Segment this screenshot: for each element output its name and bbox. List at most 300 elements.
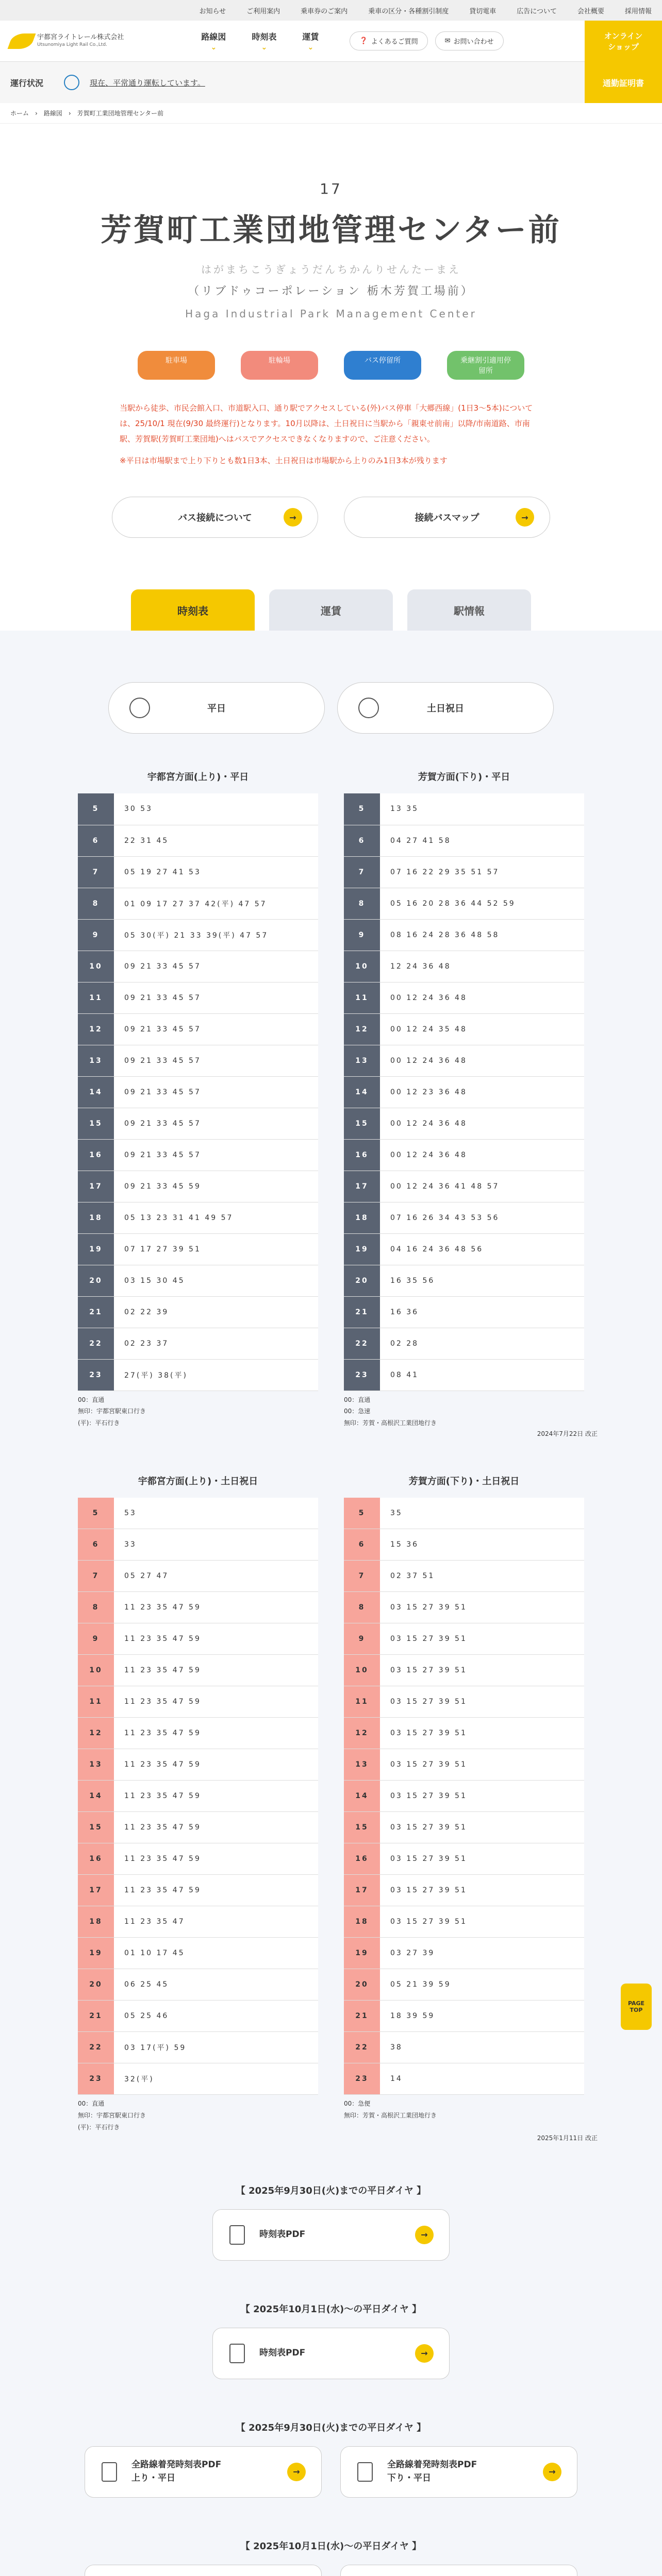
table-row xyxy=(78,2001,318,2032)
table-row xyxy=(344,1718,584,1749)
table-row xyxy=(78,1655,318,1686)
notice-text-2: ※平日は市場駅まで上り下りとも数1日3本、土日祝日は市場駅から上りのみ1日3本が残ります xyxy=(120,456,448,465)
hour-cell: 9 xyxy=(344,1623,380,1655)
weekday-button[interactable] xyxy=(108,682,325,734)
table-row xyxy=(78,1718,318,1749)
hour-cell: 8 xyxy=(78,1592,114,1623)
table-row xyxy=(344,1013,584,1045)
clock-icon xyxy=(358,698,379,718)
table-row xyxy=(344,1108,584,1139)
table-row xyxy=(78,1233,318,1265)
pdf-row xyxy=(0,2328,662,2379)
timetable-weekday-up xyxy=(78,770,318,1429)
table-row xyxy=(344,1592,584,1623)
hour-cell: 5 xyxy=(344,793,380,825)
table-row xyxy=(344,1296,584,1328)
minutes-cell: 04 16 24 36 48 56 xyxy=(380,1233,584,1265)
table-row xyxy=(78,1781,318,1812)
pdf-download-button[interactable] xyxy=(212,2209,450,2261)
minutes-cell: 00 12 24 36 48 xyxy=(380,982,584,1013)
table-row xyxy=(344,1623,584,1655)
pdf-label: 時刻表PDF xyxy=(259,2229,306,2240)
hour-cell: 6 xyxy=(344,1529,380,1561)
table-row xyxy=(78,1076,318,1108)
minutes-cell: 05 25 46 xyxy=(114,2001,318,2032)
hour-cell: 23 xyxy=(78,2063,114,2095)
bus-map-button[interactable] xyxy=(344,497,550,538)
minutes-cell: 09 21 33 45 57 xyxy=(114,1139,318,1171)
hour-cell: 19 xyxy=(78,1233,114,1265)
page-title: 芳賀町工業団地管理センター前 xyxy=(101,212,561,248)
facility-tag[interactable]: 乗継割引適用停留所 xyxy=(447,351,524,380)
table-row xyxy=(78,1359,318,1391)
mail-icon: ✉ xyxy=(444,37,451,45)
table-row xyxy=(78,1561,318,1592)
table-row xyxy=(344,1265,584,1296)
utility-nav xyxy=(0,0,662,21)
contact-label: お問い合わせ xyxy=(453,38,494,46)
hour-cell: 15 xyxy=(344,1108,380,1139)
legend-item: 00：急速 xyxy=(344,1408,371,1415)
table-row xyxy=(344,825,584,856)
hour-cell: 5 xyxy=(78,1498,114,1529)
logo-text xyxy=(37,33,124,48)
hour-cell: 17 xyxy=(344,1171,380,1202)
global-nav xyxy=(201,30,319,52)
hour-cell: 23 xyxy=(344,1359,380,1391)
timetable-holiday-up xyxy=(78,1474,318,2133)
table-row xyxy=(78,856,318,888)
commuter-certificate-button[interactable]: 通勤証明書 xyxy=(585,62,662,103)
table-row xyxy=(78,1592,318,1623)
pdf-section xyxy=(0,2183,662,2261)
hour-cell: 21 xyxy=(344,2001,380,2032)
minutes-cell: 09 21 33 45 57 xyxy=(114,1013,318,1045)
hour-cell: 12 xyxy=(344,1013,380,1045)
legend-item: 無印：宇都宮駅東口行き xyxy=(78,1408,146,1415)
hour-cell: 16 xyxy=(78,1139,114,1171)
utility-nav-link[interactable]: ご利用案内 xyxy=(246,7,280,15)
table-row xyxy=(344,1202,584,1233)
document-icon xyxy=(229,2225,245,2245)
stop-english: Haga Industrial Park Management Center xyxy=(185,308,477,320)
utility-nav-link[interactable]: お知らせ xyxy=(199,7,226,15)
status-label: 運行状況 xyxy=(10,78,44,88)
hour-cell: 12 xyxy=(78,1013,114,1045)
pdf-label: 全路線着発時刻表PDF 下り・平日 xyxy=(387,2460,477,2483)
timetable-legend xyxy=(344,1394,584,1429)
minutes-cell: 09 21 33 45 59 xyxy=(114,1171,318,1202)
nav-fare[interactable]: 運賃 ⌄ xyxy=(302,30,319,52)
tab-station-info[interactable]: 駅情報 xyxy=(407,589,531,631)
minutes-cell: 03 15 27 39 51 xyxy=(380,1781,584,1812)
minutes-cell: 03 15 27 39 51 xyxy=(380,1686,584,1718)
hour-cell: 16 xyxy=(78,1843,114,1875)
hour-cell: 18 xyxy=(78,1906,114,1938)
table-row xyxy=(344,1906,584,1938)
utility-nav-link[interactable]: 貸切電車 xyxy=(469,7,496,15)
table-row xyxy=(78,1013,318,1045)
table-row xyxy=(78,1686,318,1718)
pdf-download-button[interactable] xyxy=(340,2565,577,2576)
table-row xyxy=(344,1781,584,1812)
hour-cell: 5 xyxy=(344,1498,380,1529)
minutes-cell: 32(平) xyxy=(114,2063,318,2095)
logo-mark-icon xyxy=(8,33,36,49)
hour-cell: 13 xyxy=(344,1749,380,1781)
stop-kana: はがまちこうぎょうだんちかんりせんたーまえ xyxy=(201,263,461,276)
nav-route-map[interactable]: 路線図 ⌄ xyxy=(201,30,226,52)
minutes-cell: 02 28 xyxy=(380,1328,584,1359)
minutes-cell: 18 39 59 xyxy=(380,2001,584,2032)
pdf-section xyxy=(0,2539,662,2576)
pdf-download-button[interactable] xyxy=(85,2446,322,2498)
table-row xyxy=(78,825,318,856)
hour-cell: 13 xyxy=(78,1045,114,1076)
breadcrumb xyxy=(0,103,662,124)
content-tabs xyxy=(0,589,662,631)
minutes-cell: 00 12 24 36 48 xyxy=(380,1045,584,1076)
minutes-cell: 05 21 39 59 xyxy=(380,1969,584,2001)
table-row xyxy=(344,1076,584,1108)
minutes-cell: 11 23 35 47 59 xyxy=(114,1592,318,1623)
minutes-cell: 11 23 35 47 59 xyxy=(114,1749,318,1781)
minutes-cell: 16 35 56 xyxy=(380,1265,584,1296)
minutes-cell: 07 16 26 34 43 53 56 xyxy=(380,1202,584,1233)
table-row xyxy=(78,1139,318,1171)
arrow-right-icon: → xyxy=(287,2463,306,2481)
minutes-cell: 05 19 27 41 53 xyxy=(114,856,318,888)
pdf-label: 時刻表PDF xyxy=(259,2348,306,2359)
hour-cell: 22 xyxy=(78,2032,114,2063)
minutes-cell: 22 31 45 xyxy=(114,825,318,856)
utility-nav-link[interactable]: 採用情報 xyxy=(624,7,652,15)
hour-cell: 21 xyxy=(78,1296,114,1328)
minutes-cell: 01 10 17 45 xyxy=(114,1938,318,1969)
minutes-cell: 11 23 35 47 59 xyxy=(114,1875,318,1906)
table-row xyxy=(344,1938,584,1969)
facility-tag[interactable]: 駐車場 xyxy=(138,351,215,380)
table-row xyxy=(344,1139,584,1171)
pdf-label: 全路線着発時刻表PDF 上り・平日 xyxy=(131,2460,222,2483)
document-icon xyxy=(357,2462,373,2482)
hour-cell: 16 xyxy=(344,1139,380,1171)
holiday-updated: 2025年1月11日 改正 xyxy=(537,2134,598,2142)
holiday-button[interactable] xyxy=(337,682,554,734)
table-row xyxy=(344,1498,584,1529)
logo-sub: Utsunomiya Light Rail Co.,Ltd. xyxy=(37,42,107,48)
hour-cell: 15 xyxy=(344,1812,380,1843)
table-row xyxy=(78,1749,318,1781)
hour-cell: 15 xyxy=(78,1108,114,1139)
weekday-updated: 2024年7月22日 改正 xyxy=(537,1430,598,1437)
minutes-cell: 11 23 35 47 xyxy=(114,1906,318,1938)
table-row xyxy=(344,2032,584,2063)
table-row xyxy=(344,1045,584,1076)
minutes-cell: 00 12 23 36 48 xyxy=(380,1076,584,1108)
facility-tag[interactable]: 駐輪場 xyxy=(241,351,318,380)
table-row xyxy=(78,1906,318,1938)
table-row xyxy=(344,1749,584,1781)
table-row xyxy=(344,793,584,825)
minutes-cell: 13 35 xyxy=(380,793,584,825)
minutes-cell: 00 12 24 36 48 xyxy=(380,1139,584,1171)
minutes-cell: 03 15 27 39 51 xyxy=(380,1906,584,1938)
hour-cell: 22 xyxy=(78,1328,114,1359)
timetable-title: 宇都宮方面(上り)・土日祝日 xyxy=(138,1476,258,1487)
timetable-legend xyxy=(78,2098,318,2133)
hour-cell: 6 xyxy=(78,1529,114,1561)
minutes-cell: 03 15 27 39 51 xyxy=(380,1843,584,1875)
pdf-download-button[interactable] xyxy=(212,2328,450,2379)
table-row xyxy=(78,1328,318,1359)
minutes-cell: 05 27 47 xyxy=(114,1561,318,1592)
bus-map-label: 接続バスマップ xyxy=(415,513,479,523)
table-row xyxy=(344,1359,584,1391)
bus-connection-button[interactable] xyxy=(112,497,318,538)
minutes-cell: 03 15 30 45 xyxy=(114,1265,318,1296)
hour-cell: 16 xyxy=(344,1843,380,1875)
question-icon: ❓ xyxy=(359,37,368,45)
minutes-cell: 03 27 39 xyxy=(380,1938,584,1969)
logo-main: 宇都宮ライトレール株式会社 xyxy=(37,33,124,42)
table-row xyxy=(78,1529,318,1561)
timetable-holiday-down xyxy=(344,1474,584,2133)
table-row xyxy=(78,1171,318,1202)
arrow-right-icon: → xyxy=(415,2226,434,2244)
page-top-button[interactable]: PAGE TOP xyxy=(621,1984,652,2030)
minutes-cell: 08 41 xyxy=(380,1359,584,1391)
hour-cell: 22 xyxy=(344,2032,380,2063)
minutes-cell: 02 37 51 xyxy=(380,1561,584,1592)
hour-cell: 11 xyxy=(78,982,114,1013)
table-row xyxy=(344,1812,584,1843)
table-row xyxy=(78,2063,318,2095)
minutes-cell: 11 23 35 47 59 xyxy=(114,1781,318,1812)
legend-item: (平)：平石行き xyxy=(78,1419,120,1427)
hour-cell: 17 xyxy=(78,1875,114,1906)
tab-timetable[interactable]: 時刻表 xyxy=(131,589,255,631)
timetable-legend xyxy=(344,2098,584,2122)
hour-cell: 15 xyxy=(78,1812,114,1843)
minutes-cell: 05 13 23 31 41 49 57 xyxy=(114,1202,318,1233)
document-icon xyxy=(102,2462,117,2482)
hour-cell: 20 xyxy=(344,1969,380,2001)
utility-nav-link[interactable]: 広告について xyxy=(517,7,557,15)
legend-item: (平)：平石行き xyxy=(78,2123,120,2131)
minutes-cell: 33 xyxy=(114,1529,318,1561)
hour-cell: 8 xyxy=(78,888,114,919)
table-row xyxy=(344,2063,584,2095)
minutes-cell: 01 09 17 27 37 42(平) 47 57 xyxy=(114,888,318,919)
minutes-cell: 07 17 27 39 51 xyxy=(114,1233,318,1265)
minutes-cell: 09 21 33 45 57 xyxy=(114,1045,318,1076)
arrow-right-icon: → xyxy=(415,2344,434,2363)
arrow-right-icon: → xyxy=(284,508,302,527)
logo[interactable] xyxy=(10,33,124,49)
table-row xyxy=(344,1655,584,1686)
notice-text: 当駅から徒歩、市民会館入口、市道駅入口、通り駅でアクセスしている(外)バス停車「大郷西線」(1日3〜5本)については、25/10/1 現在(9/30 最終運行)となります。10月以降は、土日祝日に当駅から「親東せ前南」以降/市南道路、市南駅、芳賀駅(芳賀町工業団地)へはバスでアクセスできなくなりますので、ご注意ください。 xyxy=(120,403,533,444)
table-row xyxy=(344,1328,584,1359)
hour-cell: 11 xyxy=(78,1686,114,1718)
hour-cell: 5 xyxy=(78,793,114,825)
minutes-cell: 11 23 35 47 59 xyxy=(114,1843,318,1875)
hour-cell: 11 xyxy=(344,1686,380,1718)
pdf-row xyxy=(0,2565,662,2576)
table-row xyxy=(344,1171,584,1202)
hour-cell: 7 xyxy=(78,856,114,888)
faq-button[interactable] xyxy=(350,31,427,50)
table-row xyxy=(344,1686,584,1718)
minutes-cell: 05 30(平) 21 33 39(平) 47 57 xyxy=(114,919,318,951)
minutes-cell: 04 27 41 58 xyxy=(380,825,584,856)
table-row xyxy=(78,1265,318,1296)
crumb-current: 芳賀町工業団地管理センター前 xyxy=(77,110,164,117)
table-row xyxy=(78,793,318,825)
hour-cell: 13 xyxy=(78,1749,114,1781)
minutes-cell: 00 12 24 36 48 xyxy=(380,1108,584,1139)
tab-fare[interactable]: 運賃 xyxy=(269,589,393,631)
hour-cell: 20 xyxy=(78,1969,114,2001)
pdf-heading: 【 2025年9月30日(火)までの平日ダイヤ 】 xyxy=(236,2422,426,2433)
hour-cell: 9 xyxy=(78,1623,114,1655)
hour-cell: 18 xyxy=(78,1202,114,1233)
hour-cell: 23 xyxy=(78,1359,114,1391)
hour-cell: 23 xyxy=(344,2063,380,2095)
minutes-cell: 27(平) 38(平) xyxy=(114,1359,318,1391)
hour-cell: 10 xyxy=(78,951,114,982)
utility-nav-link[interactable]: 乗車の区分・各種割引制度 xyxy=(368,7,449,15)
hour-cell: 13 xyxy=(344,1045,380,1076)
crumb-home[interactable]: ホーム xyxy=(10,110,29,117)
hour-cell: 14 xyxy=(78,1076,114,1108)
nav-timetable[interactable]: 時刻表 ⌄ xyxy=(252,30,276,52)
table-row xyxy=(344,2001,584,2032)
bus-connection-label: バス接続について xyxy=(178,513,252,523)
minutes-cell: 38 xyxy=(380,2032,584,2063)
hour-cell: 19 xyxy=(344,1233,380,1265)
minutes-cell: 03 15 27 39 51 xyxy=(380,1812,584,1843)
crumb-route-map[interactable]: 路線図 xyxy=(43,110,62,117)
facility-tag[interactable]: バス停留所 xyxy=(344,351,421,380)
minutes-cell: 09 21 33 45 57 xyxy=(114,951,318,982)
minutes-cell: 03 15 27 39 51 xyxy=(380,1718,584,1749)
pdf-section xyxy=(0,2420,662,2498)
minutes-cell: 16 36 xyxy=(380,1296,584,1328)
hour-cell: 10 xyxy=(344,951,380,982)
status-ok-icon xyxy=(64,75,79,90)
table-row xyxy=(344,888,584,919)
hour-cell: 19 xyxy=(344,1938,380,1969)
pdf-downloads xyxy=(0,2183,662,2576)
hour-cell: 14 xyxy=(344,1781,380,1812)
minutes-cell: 00 12 24 35 48 xyxy=(380,1013,584,1045)
hour-cell: 17 xyxy=(344,1875,380,1906)
minutes-cell: 03 15 27 39 51 xyxy=(380,1592,584,1623)
hour-cell: 12 xyxy=(78,1718,114,1749)
utility-nav-link[interactable]: 乗車券のご案内 xyxy=(301,7,348,15)
stop-number: 17 xyxy=(320,180,342,197)
minutes-cell: 00 12 24 36 41 48 57 xyxy=(380,1171,584,1202)
minutes-cell: 02 22 39 xyxy=(114,1296,318,1328)
pdf-heading: 【 2025年10月1日(水)〜の平日ダイヤ 】 xyxy=(240,2303,422,2315)
table-row xyxy=(78,2032,318,2063)
timetable-table xyxy=(78,1498,318,2095)
table-row xyxy=(78,1108,318,1139)
crumb-sep-icon: › xyxy=(35,109,38,117)
legend-item: 00：直通 xyxy=(78,2100,105,2108)
table-row xyxy=(344,1233,584,1265)
facility-tags xyxy=(0,351,662,380)
arrow-right-icon: → xyxy=(543,2463,561,2481)
table-row xyxy=(78,1812,318,1843)
minutes-cell: 15 36 xyxy=(380,1529,584,1561)
legend-item: 00：急便 xyxy=(344,2100,371,2108)
hour-cell: 21 xyxy=(344,1296,380,1328)
timetable-panel xyxy=(0,631,662,2576)
table-row xyxy=(78,919,318,951)
online-shop-button[interactable]: オンライン ショップ xyxy=(585,21,662,62)
minutes-cell: 09 21 33 45 57 xyxy=(114,1108,318,1139)
timetable-table xyxy=(344,793,584,1391)
hour-cell: 6 xyxy=(78,825,114,856)
legend-item: 00：直通 xyxy=(78,1396,105,1403)
contact-button[interactable] xyxy=(435,31,504,50)
weekday-label: 平日 xyxy=(207,703,226,714)
timetable-title: 芳賀方面(下り)・土日祝日 xyxy=(408,1476,520,1487)
table-row xyxy=(344,856,584,888)
stop-header xyxy=(0,180,662,320)
pdf-section xyxy=(0,2302,662,2379)
minutes-cell: 03 17(平) 59 xyxy=(114,2032,318,2063)
hour-cell: 10 xyxy=(78,1655,114,1686)
hour-cell: 18 xyxy=(344,1202,380,1233)
hour-cell: 10 xyxy=(344,1655,380,1686)
table-row xyxy=(78,1045,318,1076)
table-row xyxy=(344,1561,584,1592)
table-row xyxy=(344,982,584,1013)
status-text[interactable]: 現在、平常通り運転しています。 xyxy=(90,78,205,88)
holiday-label: 土日祝日 xyxy=(427,703,464,714)
pdf-download-button[interactable] xyxy=(85,2565,322,2576)
minutes-cell: 11 23 35 47 59 xyxy=(114,1686,318,1718)
minutes-cell: 03 15 27 39 51 xyxy=(380,1749,584,1781)
table-row xyxy=(344,1875,584,1906)
pdf-download-button[interactable] xyxy=(340,2446,577,2498)
table-row xyxy=(344,1969,584,2001)
hour-cell: 6 xyxy=(344,825,380,856)
stop-subname: （リブドゥコーポレーション 栃木芳賀工場前） xyxy=(188,285,474,298)
hour-cell: 14 xyxy=(78,1781,114,1812)
hour-cell: 9 xyxy=(78,919,114,951)
table-row xyxy=(344,1529,584,1561)
minutes-cell: 11 23 35 47 59 xyxy=(114,1812,318,1843)
table-row xyxy=(78,1623,318,1655)
minutes-cell: 30 53 xyxy=(114,793,318,825)
timetable-legend xyxy=(78,1394,318,1429)
hour-cell: 14 xyxy=(344,1076,380,1108)
hour-cell: 21 xyxy=(78,2001,114,2032)
minutes-cell: 14 xyxy=(380,2063,584,2095)
minutes-cell: 11 23 35 47 59 xyxy=(114,1718,318,1749)
table-row xyxy=(78,1875,318,1906)
table-row xyxy=(78,1296,318,1328)
hour-cell: 22 xyxy=(344,1328,380,1359)
hour-cell: 20 xyxy=(78,1265,114,1296)
timetable-table xyxy=(78,793,318,1391)
minutes-cell: 03 15 27 39 51 xyxy=(380,1875,584,1906)
utility-nav-link[interactable]: 会社概要 xyxy=(577,7,604,15)
